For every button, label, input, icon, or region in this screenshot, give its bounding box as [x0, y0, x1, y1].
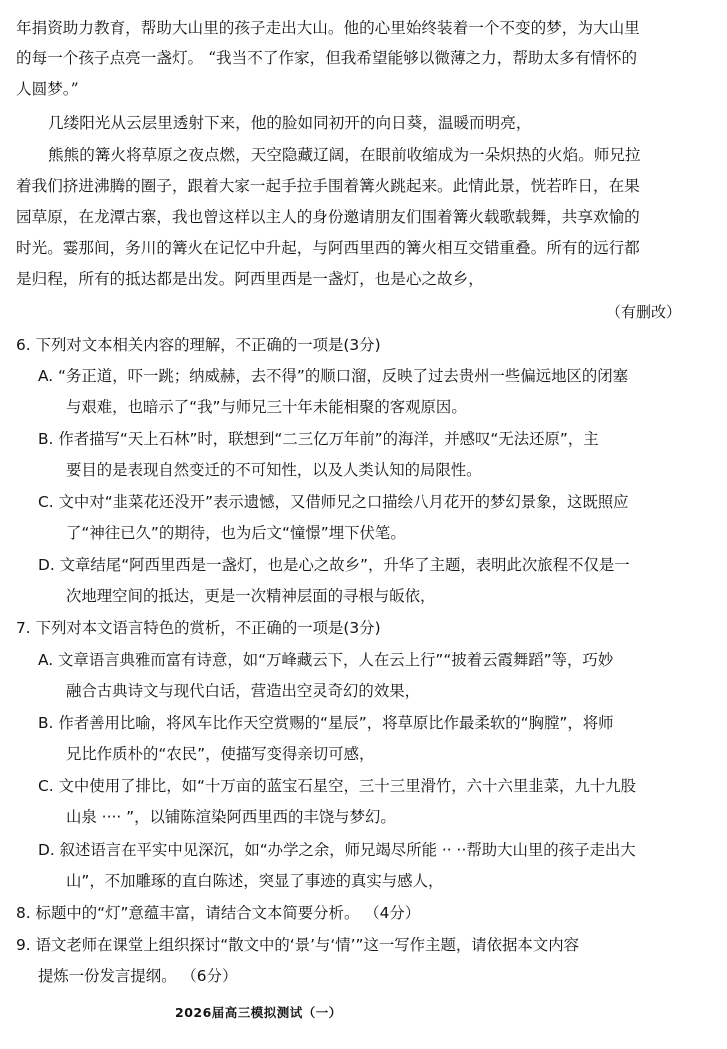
- passage-line: 时光。霎那间，务川的篝火在记忆中升起，与阿西里西的篝火相互交错重叠。所有的远行都: [16, 239, 640, 257]
- passage-line: 熊熊的篝火将草原之夜点燃，天空隐藏辽阔，在眼前收缩成为一朵炽热的火焰。师兄拉: [48, 146, 641, 164]
- passage-line: 年捐资助力教育，帮助大山里的孩子走出大山。他的心里始终装着一个不变的梦，为大山里: [16, 19, 640, 37]
- question-9: 提炼一份发言提纲。 （6分）: [38, 967, 238, 985]
- question-6-option-b: B. 作者描写“天上石林”时，联想到“二三亿万年前”的海洋，并感叹“无法还原”，主: [38, 430, 599, 448]
- question-6-option-d: D. 文章结尾“阿西里西是一盏灯，也是心之故乡”，升华了主题，表明此次旅程不仅是一: [38, 556, 630, 574]
- question-8: 8. 标题中的“灯”意蕴丰富，请结合文本简要分析。 （4分）: [16, 904, 421, 922]
- question-6-option-c: C. 文中对“韭菜花还没开”表示遗憾，又借师兄之口描绘八月花开的梦幻景象，这既照应: [38, 493, 629, 511]
- question-6-option-d: 次地理空间的抵达，更是一次精神层面的寻根与皈依，: [66, 587, 436, 605]
- question-7-option-d: D. 叙述语言在平实中见深沉，如“办学之余，师兄竭尽所能 ·· ··帮助大山里的孩子走出大: [38, 841, 636, 859]
- question-7-option-a: A. 文章语言典雅而富有诗意，如“万峰藏云下，人在云上行”“披着云霞舞蹈”等，巧妙: [38, 651, 614, 669]
- passage-line: 几缕阳光从云层里透射下来，他的脸如同初开的向日葵，温暖而明亮，: [48, 114, 532, 132]
- question-9: 9. 语文老师在课堂上组织探讨“散文中的‘景’与‘情’”这一写作主题，请依据本文内容: [16, 936, 579, 954]
- passage-line: 的每一个孩子点亮一盏灯。 “我当不了作家，但我希望能够以微薄之力，帮助太多有情怀的: [16, 49, 638, 67]
- question-7-stem: 7. 下列对本文语言特色的赏析，不正确的一项是(3分): [16, 619, 381, 637]
- question-6-option-a: A. “务正道，吓一跳；纳威赫，去不得”的顺口溜，反映了过去贵州一些偏远地区的闭塞: [38, 367, 629, 385]
- question-6-option-b: 要目的是表现自然变迁的不可知性，以及人类认知的局限性。: [66, 461, 482, 479]
- question-7-option-b: 兄比作质朴的“农民”，使描写变得亲切可感，: [66, 745, 375, 763]
- passage-line: 着我们挤进沸腾的圈子，跟着大家一起手拉手围着篝火跳起来。此情此景，恍若昨日，在果: [16, 177, 640, 195]
- question-6-option-a: 与艰难，也暗示了“我”与师兄三十年未能相聚的客观原因。: [66, 398, 467, 416]
- page-footer: 2026届高三模拟测试（一）: [175, 1005, 342, 1020]
- passage-line: 人圆梦。”: [16, 80, 79, 98]
- passage-line: 园草原，在龙潭古寨，我也曾这样以主人的身份邀请朋友们围着篝火载歌载舞，共享欢愉的: [16, 208, 640, 226]
- passage-line: 是归程，所有的抵达都是出发。阿西里西是一盏灯，也是心之故乡，: [16, 270, 484, 288]
- question-7-option-a: 融合古典诗文与现代白话，营造出空灵奇幻的效果，: [66, 682, 420, 700]
- question-6-stem: 6. 下列对文本相关内容的理解，不正确的一项是(3分): [16, 336, 381, 354]
- question-7-option-c: C. 文中使用了排比，如“十万亩的蓝宝石星空，三十三里滑竹，六十六里韭菜，九十九股: [38, 777, 636, 795]
- question-7-option-b: B. 作者善用比喻，将风车比作天空赏赐的“星辰”，将草原比作最柔软的“胸膛”，将师: [38, 714, 614, 732]
- question-6-option-c: 了“神往已久”的期待，也为后文“憧憬”埋下伏笔。: [66, 524, 406, 542]
- question-7-option-d: 山”，不加雕琢的直白陈述，突显了事迹的真实与感人，: [66, 872, 444, 890]
- question-7-option-c: 山泉 ···· ”，以铺陈渲染阿西里西的丰饶与梦幻。: [66, 808, 396, 826]
- source-note: （有删改）: [606, 303, 682, 321]
